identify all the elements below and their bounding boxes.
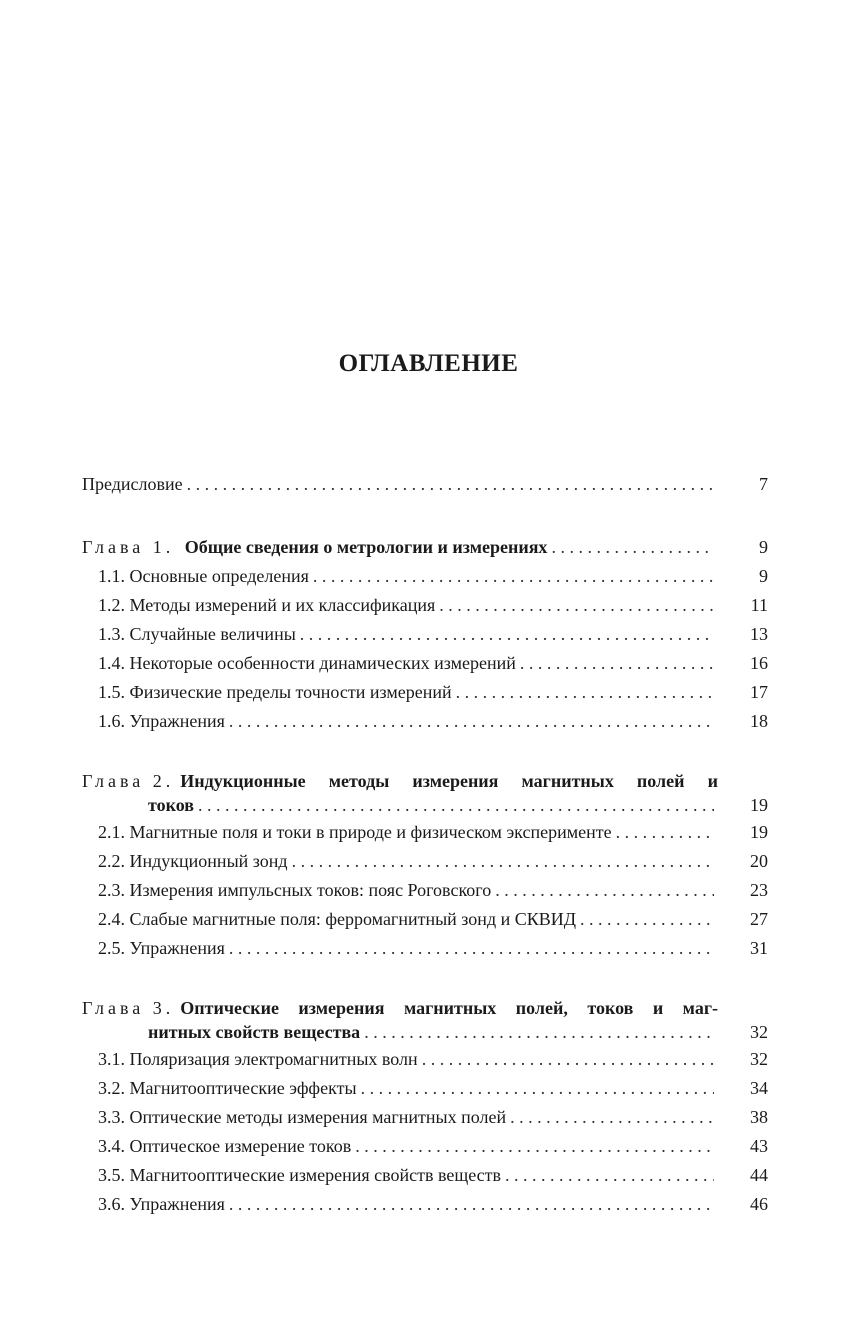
chapter-heading [82, 533, 547, 562]
chapter-title: Индукционные методы измерения магнитных полей и [180, 771, 718, 791]
toc-section[interactable] [82, 1045, 768, 1074]
toc-section[interactable] [82, 876, 768, 905]
toc-entry-label: 3.3. Оптические методы измерения магнитных полей [98, 1107, 507, 1127]
toc-section[interactable] [82, 847, 768, 876]
toc-chapter-3[interactable] [82, 997, 768, 1045]
toc-entry-label: 3.6. Упражнения [98, 1194, 225, 1214]
toc-section[interactable] [82, 678, 768, 707]
toc-entry-label: 2.4. Слабые магнитные поля: ферромагнитный зонд и СКВИД [98, 909, 577, 929]
toc-section[interactable] [82, 707, 768, 736]
dot-leader [300, 620, 714, 649]
toc-section[interactable] [82, 1132, 768, 1161]
chapter-heading-line1 [82, 997, 718, 1019]
toc-entry-label: 2.3. Измерения импульсных токов: пояс Роговского [98, 880, 492, 900]
toc-entry-label: 3.1. Поляризация электромагнитных волн [98, 1049, 418, 1069]
toc-entry-label: Предисловие [82, 474, 183, 494]
chapter-prefix: Глава 1. [82, 537, 175, 557]
dot-leader [456, 678, 714, 707]
dot-leader [495, 876, 714, 905]
toc-section[interactable] [82, 591, 768, 620]
toc-entry-label: 1.1. Основные определения [98, 566, 309, 586]
dot-leader [551, 533, 714, 562]
chapter-title: Оптические измерения магнитных полей, токов и маг- [180, 998, 718, 1018]
toc-page-number: 34 [750, 1078, 768, 1098]
toc-section[interactable] [82, 934, 768, 963]
toc-section[interactable] [82, 620, 768, 649]
dot-leader [616, 818, 714, 847]
chapter-heading-line2 [82, 792, 768, 818]
toc-page-number: 7 [759, 474, 768, 494]
toc-section[interactable] [82, 1190, 768, 1219]
toc-page-number: 9 [759, 566, 768, 586]
toc-entry-label: 3.2. Магнитооптические эффекты [98, 1078, 357, 1098]
toc-section[interactable] [82, 562, 768, 591]
toc-page-number: 32 [750, 1049, 768, 1069]
toc-entry-label: 2.5. Упражнения [98, 938, 225, 958]
dot-leader [229, 707, 714, 736]
toc-entry-label: 3.4. Оптическое измерение токов [98, 1136, 352, 1156]
toc-chapter-2[interactable] [82, 770, 768, 818]
chapter-title-continued: токов [148, 795, 195, 815]
dot-leader [355, 1132, 714, 1161]
toc-page-number: 23 [750, 880, 768, 900]
toc-entry-label: 2.1. Магнитные поля и токи в природе и физическом эксперименте [98, 822, 612, 842]
dot-leader [520, 649, 714, 678]
dot-leader [313, 562, 714, 591]
toc-page-number: 9 [759, 537, 768, 557]
toc-entry-label: 1.6. Упражнения [98, 711, 225, 731]
toc-page-number: 19 [750, 795, 768, 815]
toc-section[interactable] [82, 1161, 768, 1190]
toc-page-number: 31 [750, 938, 768, 958]
chapter-title: Общие сведения о метрологии и измерениях [184, 537, 548, 557]
toc-section[interactable] [82, 905, 768, 934]
toc-page-number: 32 [750, 1022, 768, 1042]
toc-page-number: 13 [750, 624, 768, 644]
dot-leader [229, 1190, 714, 1219]
toc-chapter-1[interactable] [82, 533, 768, 562]
dot-leader [364, 1019, 714, 1045]
toc-entry-label: 2.2. Индукционный зонд [98, 851, 288, 871]
chapter-prefix: Глава 2. [82, 771, 175, 791]
toc-page-number: 43 [750, 1136, 768, 1156]
toc-page-number: 18 [750, 711, 768, 731]
toc-entry-label: 1.4. Некоторые особенности динамических измерений [98, 653, 516, 673]
toc-page-number: 11 [750, 595, 768, 615]
toc-page-number: 46 [750, 1194, 768, 1214]
dot-leader [361, 1074, 714, 1103]
toc-entry-preface[interactable] [82, 470, 768, 499]
dot-leader [198, 792, 714, 818]
dot-leader [422, 1045, 714, 1074]
toc-page-number: 20 [750, 851, 768, 871]
dot-leader [292, 847, 714, 876]
toc-entry-label: 1.2. Методы измерений и их классификация [98, 595, 436, 615]
toc-page-number: 17 [750, 682, 768, 702]
chapter-prefix: Глава 3. [82, 998, 175, 1018]
toc-page-number: 38 [750, 1107, 768, 1127]
toc-section[interactable] [82, 649, 768, 678]
table-of-contents [82, 470, 768, 1219]
chapter-title-continued: нитных свойств вещества [148, 1022, 361, 1042]
toc-entry-label: 3.5. Магнитооптические измерения свойств веществ [98, 1165, 502, 1185]
toc-section[interactable] [82, 818, 768, 847]
dot-leader [187, 470, 714, 499]
toc-section[interactable] [82, 1103, 768, 1132]
page-title: ОГЛАВЛЕНИЕ [338, 350, 519, 377]
dot-leader [505, 1161, 714, 1190]
toc-page-number: 27 [750, 909, 768, 929]
toc-page-number: 19 [750, 822, 768, 842]
dot-leader [510, 1103, 714, 1132]
toc-entry-label: 1.5. Физические пределы точности измерений [98, 682, 452, 702]
toc-entry-label: 1.3. Случайные величины [98, 624, 296, 644]
chapter-heading-line2 [82, 1019, 768, 1045]
dot-leader [229, 934, 714, 963]
chapter-heading-line1 [82, 770, 718, 792]
toc-page-number: 16 [750, 653, 768, 673]
dot-leader [580, 905, 714, 934]
toc-section[interactable] [82, 1074, 768, 1103]
toc-page-number: 44 [750, 1165, 768, 1185]
dot-leader [439, 591, 714, 620]
